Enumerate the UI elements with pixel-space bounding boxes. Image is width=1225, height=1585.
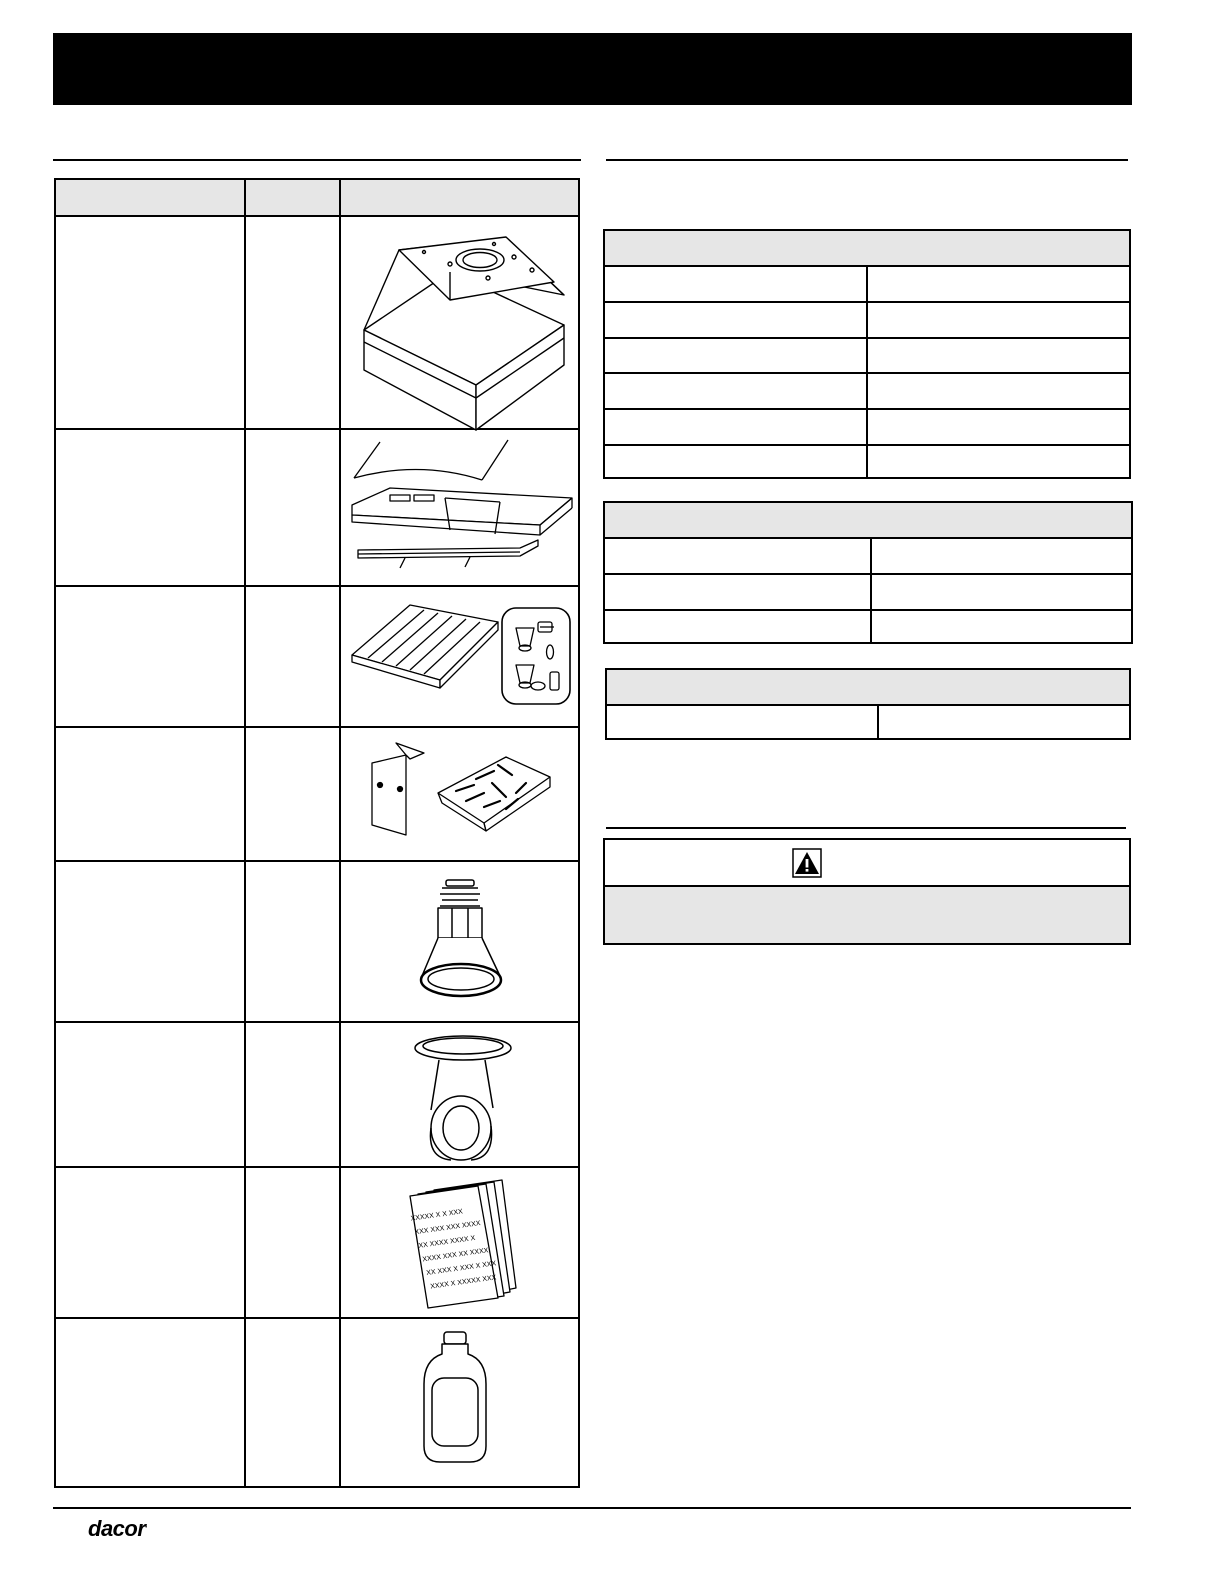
spec-row-divider (605, 609, 1131, 611)
doc-line: XXXX XXX XX XXXX (422, 1247, 489, 1264)
cleaner-bottle-icon (420, 1330, 490, 1465)
hood-body-icon (354, 230, 564, 430)
warning-body (605, 887, 1129, 943)
spec-table-3 (605, 668, 1131, 740)
parts-row-divider (56, 726, 578, 728)
parts-column-divider (339, 180, 341, 1486)
parts-column-divider (244, 180, 246, 1486)
doc-line: XXXXX X X XXX (410, 1208, 464, 1223)
spec-table-1 (603, 229, 1131, 479)
parts-table-header (56, 180, 578, 217)
bottom-panel-icon (350, 440, 572, 575)
dacor-logo (88, 1516, 147, 1542)
parts-table (54, 178, 580, 1488)
spec-column-divider (870, 539, 872, 642)
documents-icon (406, 1180, 516, 1305)
spec-column-divider (866, 267, 868, 477)
logo-text: dacor (88, 1516, 146, 1541)
spec-table-3-header (607, 670, 1129, 706)
warning-triangle-icon (792, 848, 822, 878)
doc-line: XX XXX X XXX X XXX (425, 1260, 497, 1278)
doc-line: XX XXXX XXXX X (418, 1234, 476, 1250)
parts-row-divider (56, 1021, 578, 1023)
spec-table-2 (603, 501, 1133, 644)
left-section-rule (53, 159, 581, 161)
warning-box (603, 838, 1131, 945)
parts-row-divider (56, 1317, 578, 1319)
warning-header (605, 840, 1129, 887)
spec-column-divider (877, 706, 879, 738)
bracket-and-screws-icon (366, 735, 551, 845)
light-trim-ring-icon (411, 1030, 511, 1165)
parts-row-divider (56, 1166, 578, 1168)
halogen-bulb-icon (416, 878, 506, 1003)
spec-table-1-header (605, 231, 1129, 267)
doc-line: XXXX X XXXXX XXX (429, 1274, 497, 1291)
footer-rule (53, 1507, 1131, 1509)
header-bar (53, 33, 1132, 105)
doc-line: XXX XXX XXX XXXX (414, 1220, 482, 1237)
warning-section-rule (606, 827, 1126, 829)
spec-table-2-header (605, 503, 1131, 539)
baffle-filter-icon (348, 600, 573, 708)
right-section-rule (606, 159, 1128, 161)
spec-row-divider (605, 573, 1131, 575)
parts-row-divider (56, 860, 578, 862)
parts-row-divider (56, 585, 578, 587)
logo-mark: . (145, 1520, 148, 1530)
